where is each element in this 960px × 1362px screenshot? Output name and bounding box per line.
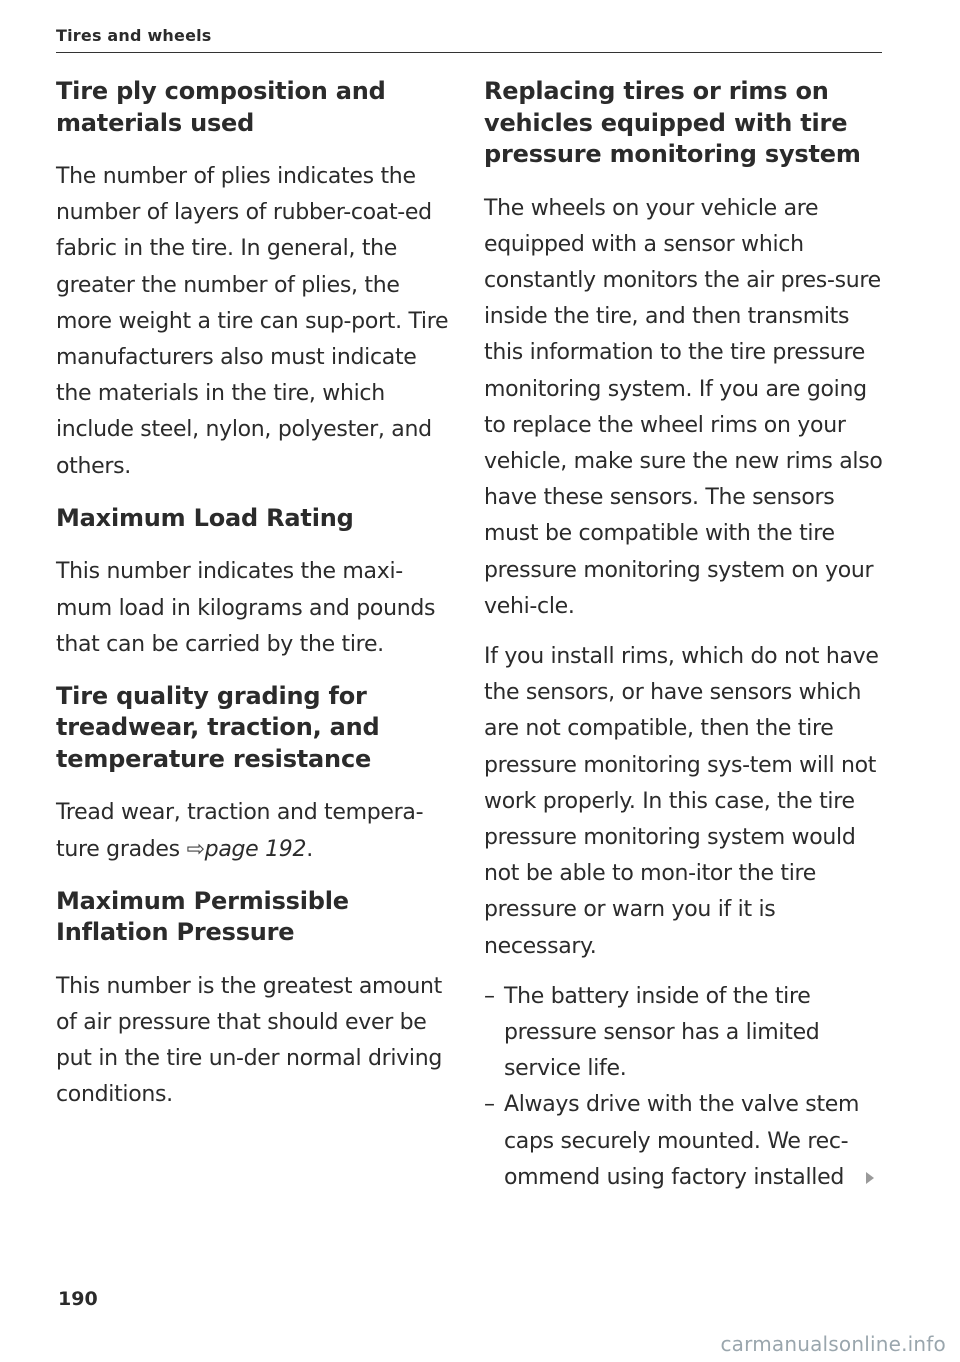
section-quality-grading bbox=[56, 681, 451, 868]
watermark: carmanualsonline.info bbox=[720, 1332, 946, 1356]
list-item bbox=[484, 979, 884, 1088]
paragraph-sensors: The wheels on your vehicle are equipped with a sensor which constantly monitors the air pres-sure inside the tire, and then transmits this information to the tire pressure monitoring system. If you are going to replace the wheel rims on your vehicle, make sure the new rims also have these sensors. The sensors must be compatible with the tire pressure monitoring system on your vehi-cle. bbox=[484, 195, 883, 619]
notes-list bbox=[484, 979, 884, 1196]
left-column bbox=[56, 76, 451, 1132]
heading-max-inflation: Maximum Permissible Inflation Pressure bbox=[56, 886, 349, 947]
running-header: Tires and wheels bbox=[56, 26, 212, 45]
body-quality-grading-suffix: . bbox=[306, 836, 313, 862]
section-tire-ply bbox=[56, 76, 451, 485]
heading-replacing-tires: Replacing tires or rims on vehicles equipped with tire pressure monitoring system bbox=[484, 77, 861, 168]
paragraph-incompatible-rims: If you install rims, which do not have the sensors, or have sensors which are not compatible, then the tire pressure monitoring sys-tem will not work properly. In this case, the tire pressure monitoring system would not be able to mon-itor the tire pressure or warn you if it is necessary. bbox=[484, 643, 879, 959]
dash-bullet: – bbox=[484, 983, 495, 1009]
page-number: 190 bbox=[58, 1288, 98, 1310]
list-item-text: Always drive with the valve stem caps securely mounted. We rec-ommend using factory installed bbox=[504, 1092, 860, 1190]
right-column bbox=[484, 76, 884, 1196]
body-tire-ply: The number of plies indicates the number of layers of rubber-coat-ed fabric in the tire. In general, the greater the number of plies, the more weight a tire can sup-port. Tire manufacturers also must indicate the materials in the tire, which include steel, nylon, polyester, and others. bbox=[56, 164, 449, 479]
heading-max-load: Maximum Load Rating bbox=[56, 503, 354, 532]
heading-tire-ply: Tire ply composition and materials used bbox=[56, 77, 386, 137]
continue-arrow-icon bbox=[866, 1172, 874, 1184]
reference-arrow-icon: ⇨ bbox=[186, 836, 205, 862]
body-quality-grading-text: Tread wear, traction and tempera-ture grades bbox=[56, 800, 424, 862]
body-max-load: This number indicates the maxi-mum load in kilograms and pounds that can be carried by the tire. bbox=[56, 559, 436, 657]
list-item-text: The battery inside of the tire pressure sensor has a limited service life. bbox=[504, 983, 820, 1082]
heading-quality-grading: Tire quality grading for treadwear, traction, and temperature resistance bbox=[56, 681, 380, 773]
page-reference-link[interactable] bbox=[187, 837, 307, 862]
list-item bbox=[484, 1087, 884, 1196]
dash-bullet: – bbox=[484, 1092, 495, 1118]
section-max-inflation bbox=[56, 886, 451, 1114]
header-rule bbox=[56, 52, 882, 53]
body-max-inflation: This number is the greatest amount of air pressure that should ever be put in the tire un-der normal driving conditions. bbox=[56, 973, 443, 1108]
body-quality-grading bbox=[56, 795, 451, 867]
section-max-load bbox=[56, 503, 451, 663]
page-reference-text: page 192 bbox=[204, 836, 307, 862]
